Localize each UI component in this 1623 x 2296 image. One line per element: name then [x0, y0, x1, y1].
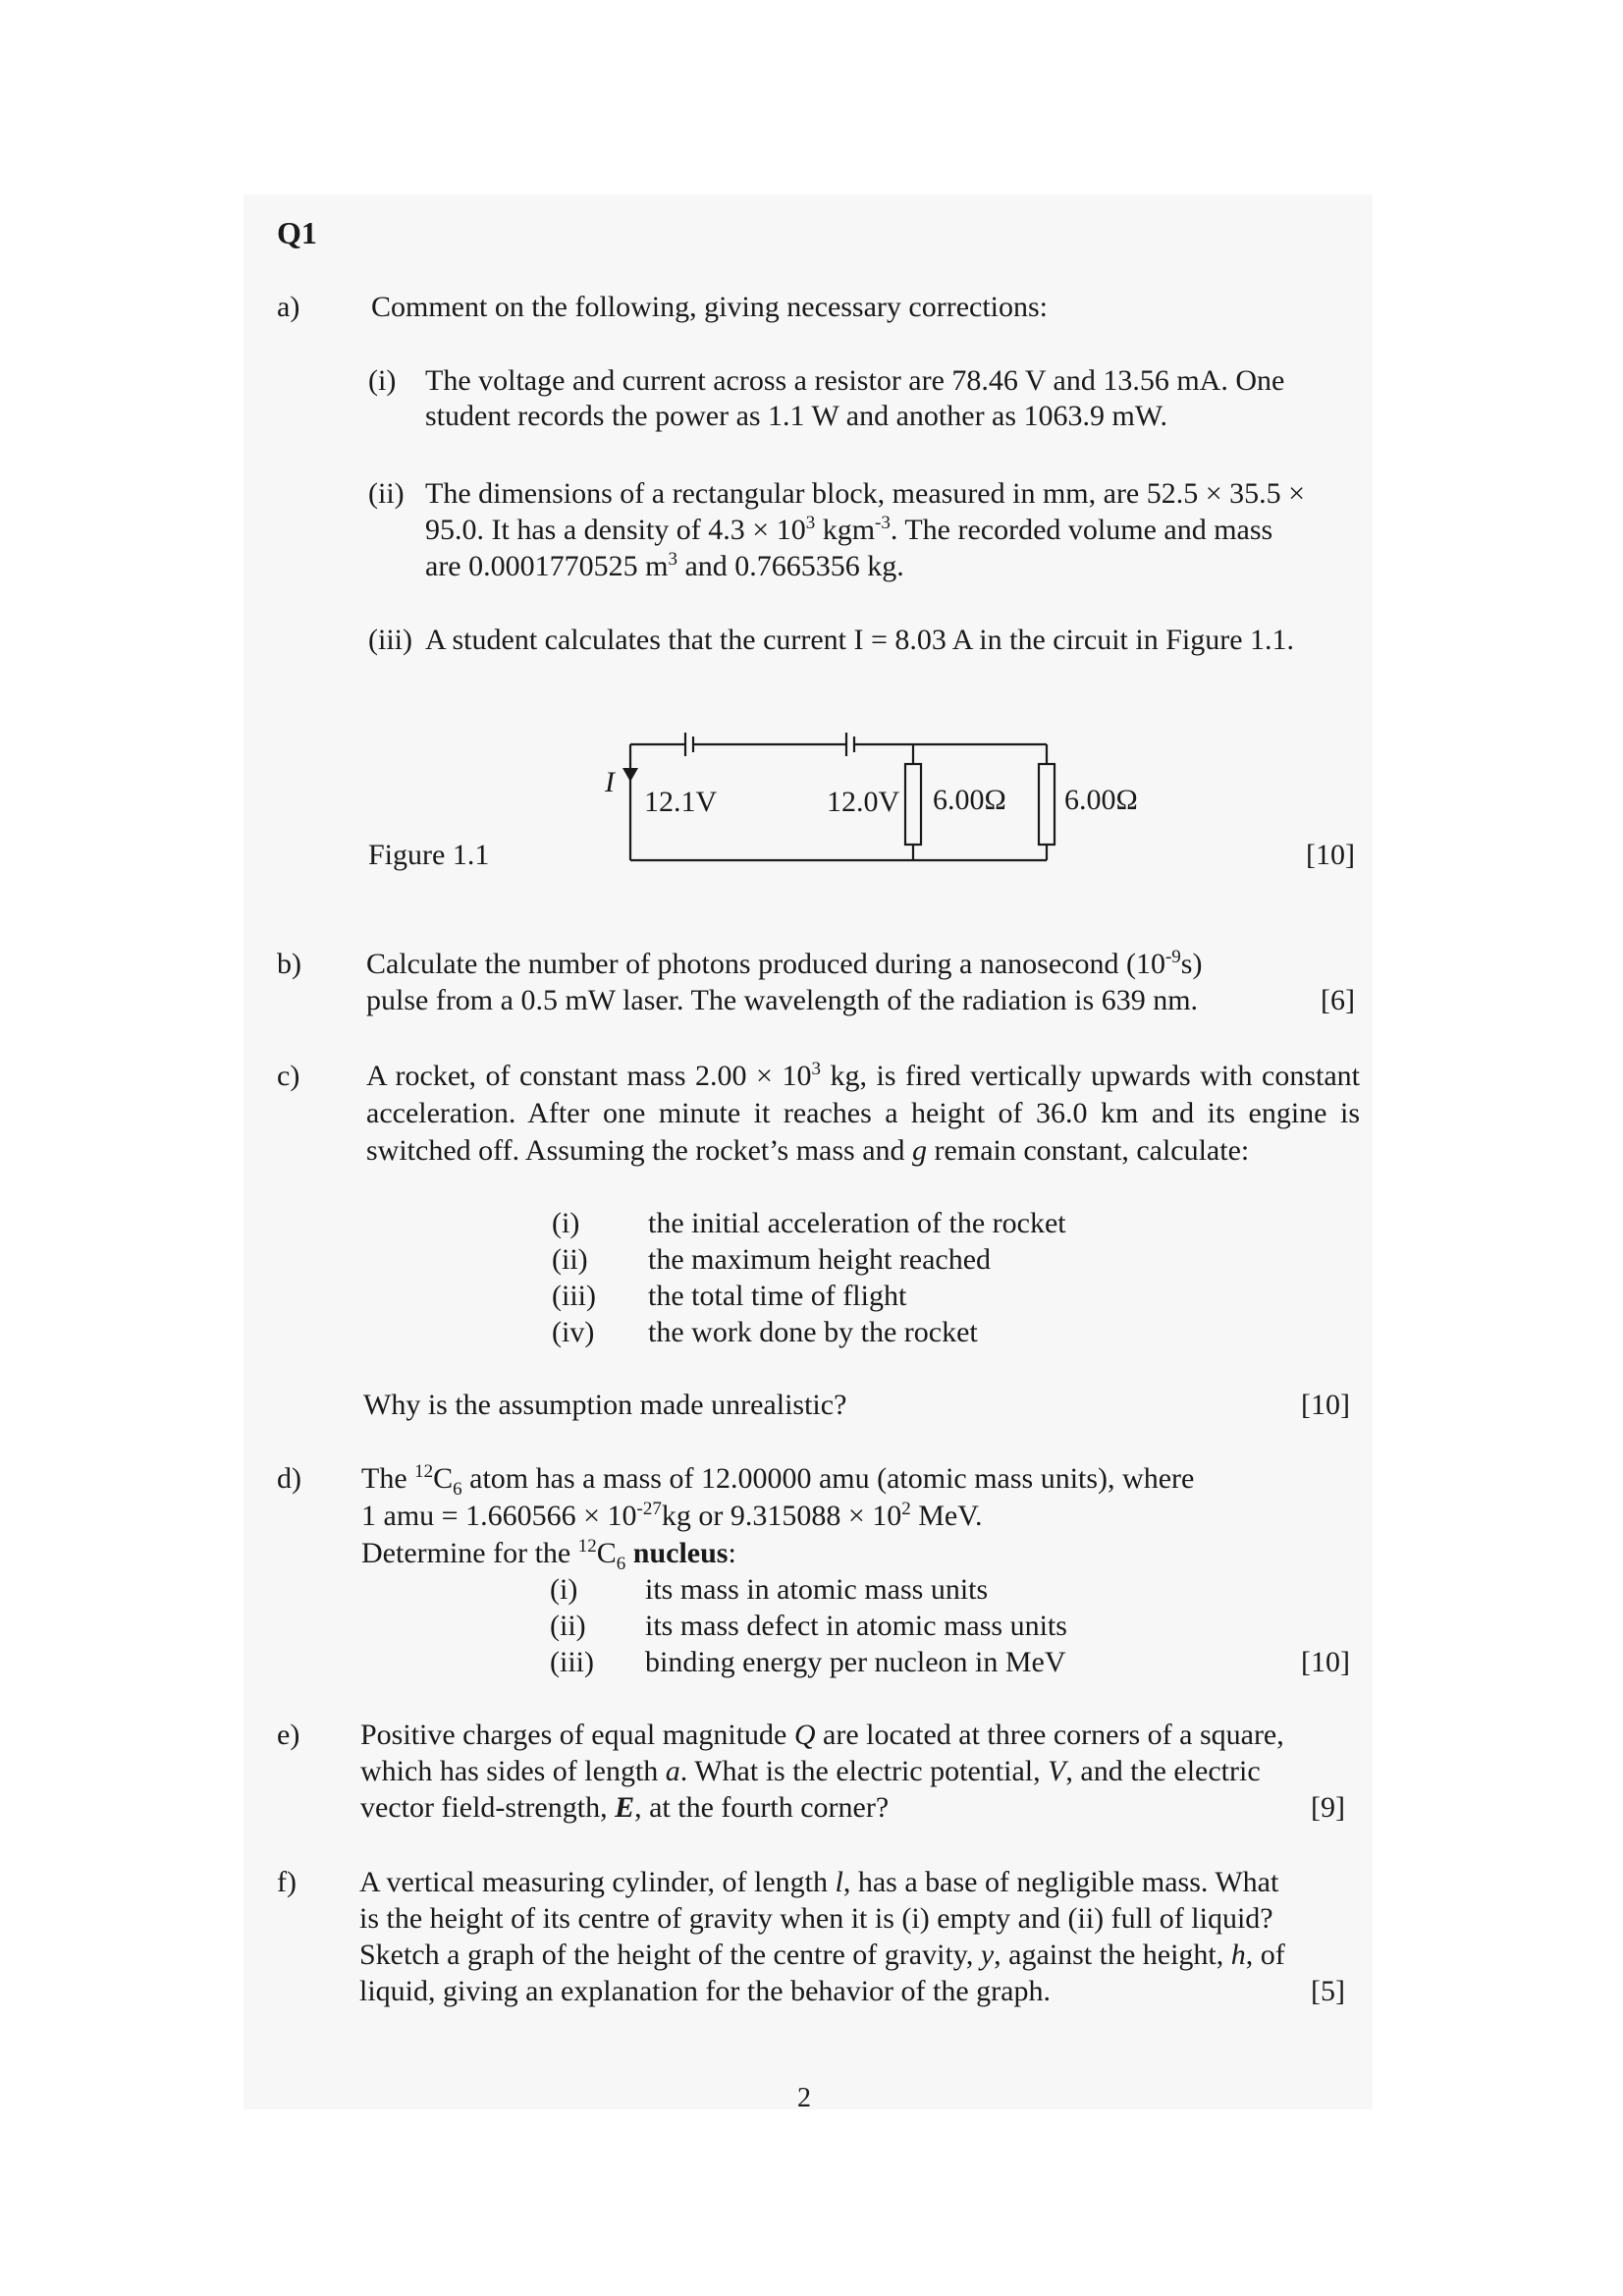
part-f-line1: A vertical measuring cylinder, of length l, has a base of negligible mass. What: [359, 1866, 1279, 1898]
part-f-marks: [5]: [1311, 1975, 1345, 2007]
part-c-marks: [10]: [1301, 1389, 1350, 1421]
part-a-marks: [10]: [1306, 839, 1355, 871]
part-b-line2: pulse from a 0.5 mW laser. The wavelength of the radiation is 639 nm.: [366, 984, 1199, 1016]
part-a-ii-number: (ii): [368, 477, 405, 510]
current-arrow-icon: [622, 768, 638, 782]
part-a-iii-number: (iii): [368, 624, 412, 656]
part-c-item-1-text: the initial acceleration of the rocket: [648, 1207, 1066, 1239]
current-label: I: [605, 766, 615, 798]
question-number: Q1: [277, 215, 317, 250]
part-a-letter: a): [277, 291, 300, 323]
part-c-item-2-text: the maximum height reached: [648, 1243, 992, 1276]
part-f-line3: Sketch a graph of the height of the centre of gravity, y, against the height, h, of: [359, 1939, 1285, 1971]
part-d-line1: The $^{12}C_6$ atom has a mass of 12.00000 amu (atomic mass units), where: [361, 1461, 1195, 1500]
battery2-label: 12.0V: [827, 786, 900, 818]
part-e-line1: Positive charges of equal magnitude Q are located at three corners of a square,: [360, 1719, 1284, 1751]
resistor2-label: 6.00Ω: [1064, 784, 1138, 816]
part-d-marks: [10]: [1301, 1646, 1350, 1678]
part-b-marks: [6]: [1321, 984, 1355, 1016]
part-c-item-1-number: (i): [552, 1207, 580, 1239]
part-f-line2: is the height of its centre of gravity when it is (i) empty and (ii) full of liquid?: [359, 1902, 1273, 1935]
part-d-item-2-number: (ii): [550, 1610, 586, 1642]
part-c-item-4-text: the work done by the rocket: [648, 1316, 978, 1348]
battery1-label: 12.1V: [644, 786, 718, 818]
part-c-item-3-number: (iii): [552, 1280, 596, 1312]
part-a-i-number: (i): [368, 364, 397, 397]
part-f-line4: liquid, giving an explanation for the behavior of the graph.: [359, 1975, 1051, 2007]
part-a-intro: Comment on the following, giving necessary corrections:: [371, 291, 1049, 323]
part-d-letter: d): [277, 1462, 301, 1495]
part-e-line2: which has sides of length a. What is the electric potential, V, and the electric: [360, 1755, 1261, 1787]
part-a-iii-text: A student calculates that the current I = 8.03 A in the circuit in Figure 1.1.: [425, 624, 1295, 656]
part-a-i-line1: The voltage and current across a resistor are 78.46 V and 13.56 mA. One: [425, 364, 1285, 397]
resistor1-symbol: [905, 764, 921, 845]
part-c-text: A rocket, of constant mass $2.00 \times 10^3$ kg, is fired vertically upwards with constant acceleration. After one minute it reaches a height of 36.0 km and its engine is switched off. Assuming the rocket’s mass and g remain constant, calculate:: [366, 1059, 1360, 1167]
part-f-letter: f): [277, 1866, 297, 1898]
part-a-ii-line2: 95.0. It has a density of $4.3 \times 10^3$ kgm$^{-3}$. The recorded volume and mass: [425, 513, 1273, 546]
part-a-ii-line1: The dimensions of a rectangular block, measured in mm, are 52.5 × 35.5 ×: [425, 477, 1306, 510]
part-d-item-3-text: binding energy per nucleon in MeV: [645, 1646, 1066, 1678]
part-c-item-4-number: (iv): [552, 1316, 595, 1348]
figure-label: Figure 1.1: [368, 839, 490, 871]
circuit-diagram: [599, 715, 1149, 872]
part-c-letter: c): [277, 1060, 300, 1092]
part-d-item-3-number: (iii): [550, 1646, 594, 1678]
part-a-ii-line3: are 0.0001770525 $m^3$ and 0.7665356 kg.: [425, 549, 904, 582]
part-e-letter: e): [277, 1719, 300, 1751]
part-b-line1: Calculate the number of photons produced during a nanosecond $(10^{-9}s)$: [366, 947, 1203, 980]
part-d-line3: Determine for the $^{12}C_6$ nucleus:: [361, 1536, 736, 1574]
part-d-item-1-text: its mass in atomic mass units: [645, 1573, 989, 1606]
part-d-item-2-text: its mass defect in atomic mass units: [645, 1610, 1067, 1642]
part-d-line2: 1 amu = $1.660566 \times 10^{-27}kg$ or $9.315088 \times 10^2$ MeV.: [361, 1499, 983, 1532]
resistor2-symbol: [1039, 764, 1055, 845]
part-c-why: Why is the assumption made unrealistic?: [363, 1389, 847, 1421]
part-d-item-1-number: (i): [550, 1573, 578, 1606]
part-c-item-3-text: the total time of flight: [648, 1280, 907, 1312]
resistor1-label: 6.00Ω: [933, 784, 1006, 816]
part-e-marks: [9]: [1311, 1791, 1345, 1824]
part-a-i-line2: student records the power as 1.1 W and another as 1063.9 mW.: [425, 400, 1167, 432]
part-b-letter: b): [277, 948, 301, 980]
part-c-item-2-number: (ii): [552, 1243, 588, 1276]
page-number: 2: [797, 2083, 811, 2113]
part-e-line3: vector field-strength, E, at the fourth corner?: [360, 1791, 890, 1824]
